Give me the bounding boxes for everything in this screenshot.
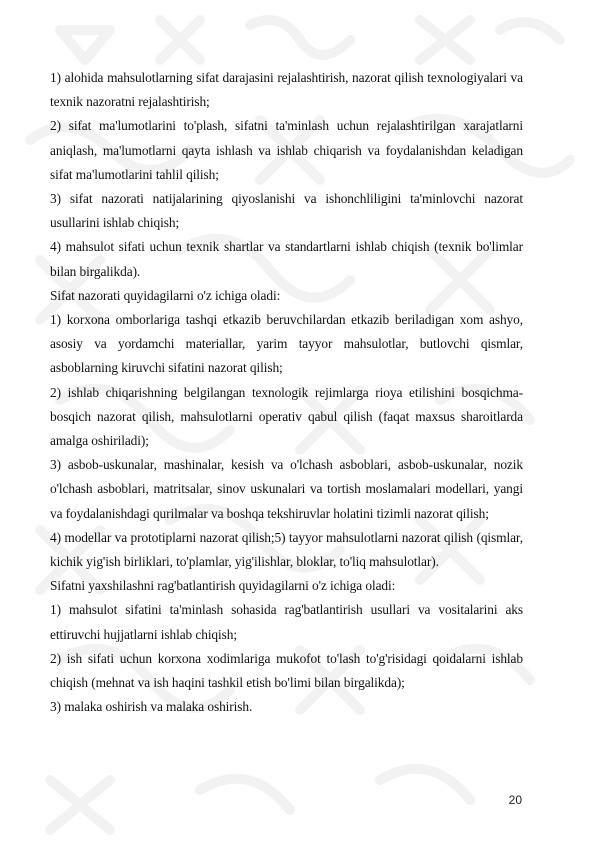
section-heading-incentives: Sifatni yaxshilashni rag'batlantirish quyidagilarni o'z ichiga oladi: bbox=[50, 578, 396, 594]
paragraph-9: 4) modellar va prototiplarni nazorat qilish;5) tayyor mahsulotlarni nazorat qilish (qismlar, kichik yig'ish birliklari, to'plamlar, yig'ilishlar, bloklar, to'liq mahsulotlar). bbox=[50, 529, 523, 570]
paragraph-6: 1) korxona omborlariga tashqi etkazib beruvchilardan etkazib beriladigan xom ashyo, asosiy va yordamchi materiallar, yarim tayyor mahsulotlar, butlovchi qismlar, asboblarning kiruvchi sifatini nazorat qilish; bbox=[50, 312, 523, 376]
paragraph-2: 2) sifat ma'lumotlarini to'plash, sifatni ta'minlash uchun rejalashtirilgan xarajatlarni aniqlash, ma'lumotlarni qayta ishlash va ishlab chiqarish va foydalanishdan keladigan sifat ma'lumotlarini tahlil qilish; bbox=[50, 118, 523, 182]
paragraph-12: 2) ish sifati uchun korxona xodimlariga mukofot to'lash to'g'risidagi qoidalarni ishlab chiqish (mehnat va ish haqini tashkil etish bo'limi bilan birgalikda); bbox=[50, 650, 523, 691]
paragraph-4: 4) mahsulot sifati uchun texnik shartlar va standartlarni ishlab chiqish (texnik bo'limlar bilan birgalikda). bbox=[50, 239, 523, 279]
paragraph-13: 3) malaka oshirish va malaka oshirish. bbox=[50, 699, 253, 715]
paragraph-7: 2) ishlab chiqarishning belgilangan texnologik rejimlarga rioya etilishini bosqichma-bosqich nazorat qilish, mahsulotlarni operativ qabul qilish (faqat maxsus sharoitlarda amalga oshiriladi); bbox=[50, 384, 523, 449]
main-text bbox=[50, 66, 523, 719]
section-heading-quality-control: Sifat nazorati quyidagilarni o'z ichiga oladi: bbox=[50, 287, 281, 303]
paragraph-3: 3) sifat nazorati natijalarining qiyoslanishi va ishonchliligini ta'minlovchi nazorat usullarini ishlab chiqish; bbox=[50, 191, 523, 231]
paragraph-8: 3) asbob-uskunalar, mashinalar, kesish va o'lchash asboblari, asbob-uskunalar, nozik o'lchash asboblari, matritsalar, sinov uskunalari va tortish moslamalari modellari, yangi va foydalanishdagi qurilmalar va boshqa tekshiruvlar holatini tizimli nazorat qilish; bbox=[50, 457, 523, 521]
paragraph-1: 1) alohida mahsulotlarning sifat darajasini rejalashtirish, nazorat qilish texnologiyalari va texnik nazoratni rejalashtirish; bbox=[50, 70, 523, 110]
paragraph-11: 1) mahsulot sifatini ta'minlash sohasida rag'batlantirish usullari va vositalarini aks ettiruvchi hujjatlarni ishlab chiqish; bbox=[50, 602, 523, 642]
page-number: 20 bbox=[508, 793, 522, 807]
